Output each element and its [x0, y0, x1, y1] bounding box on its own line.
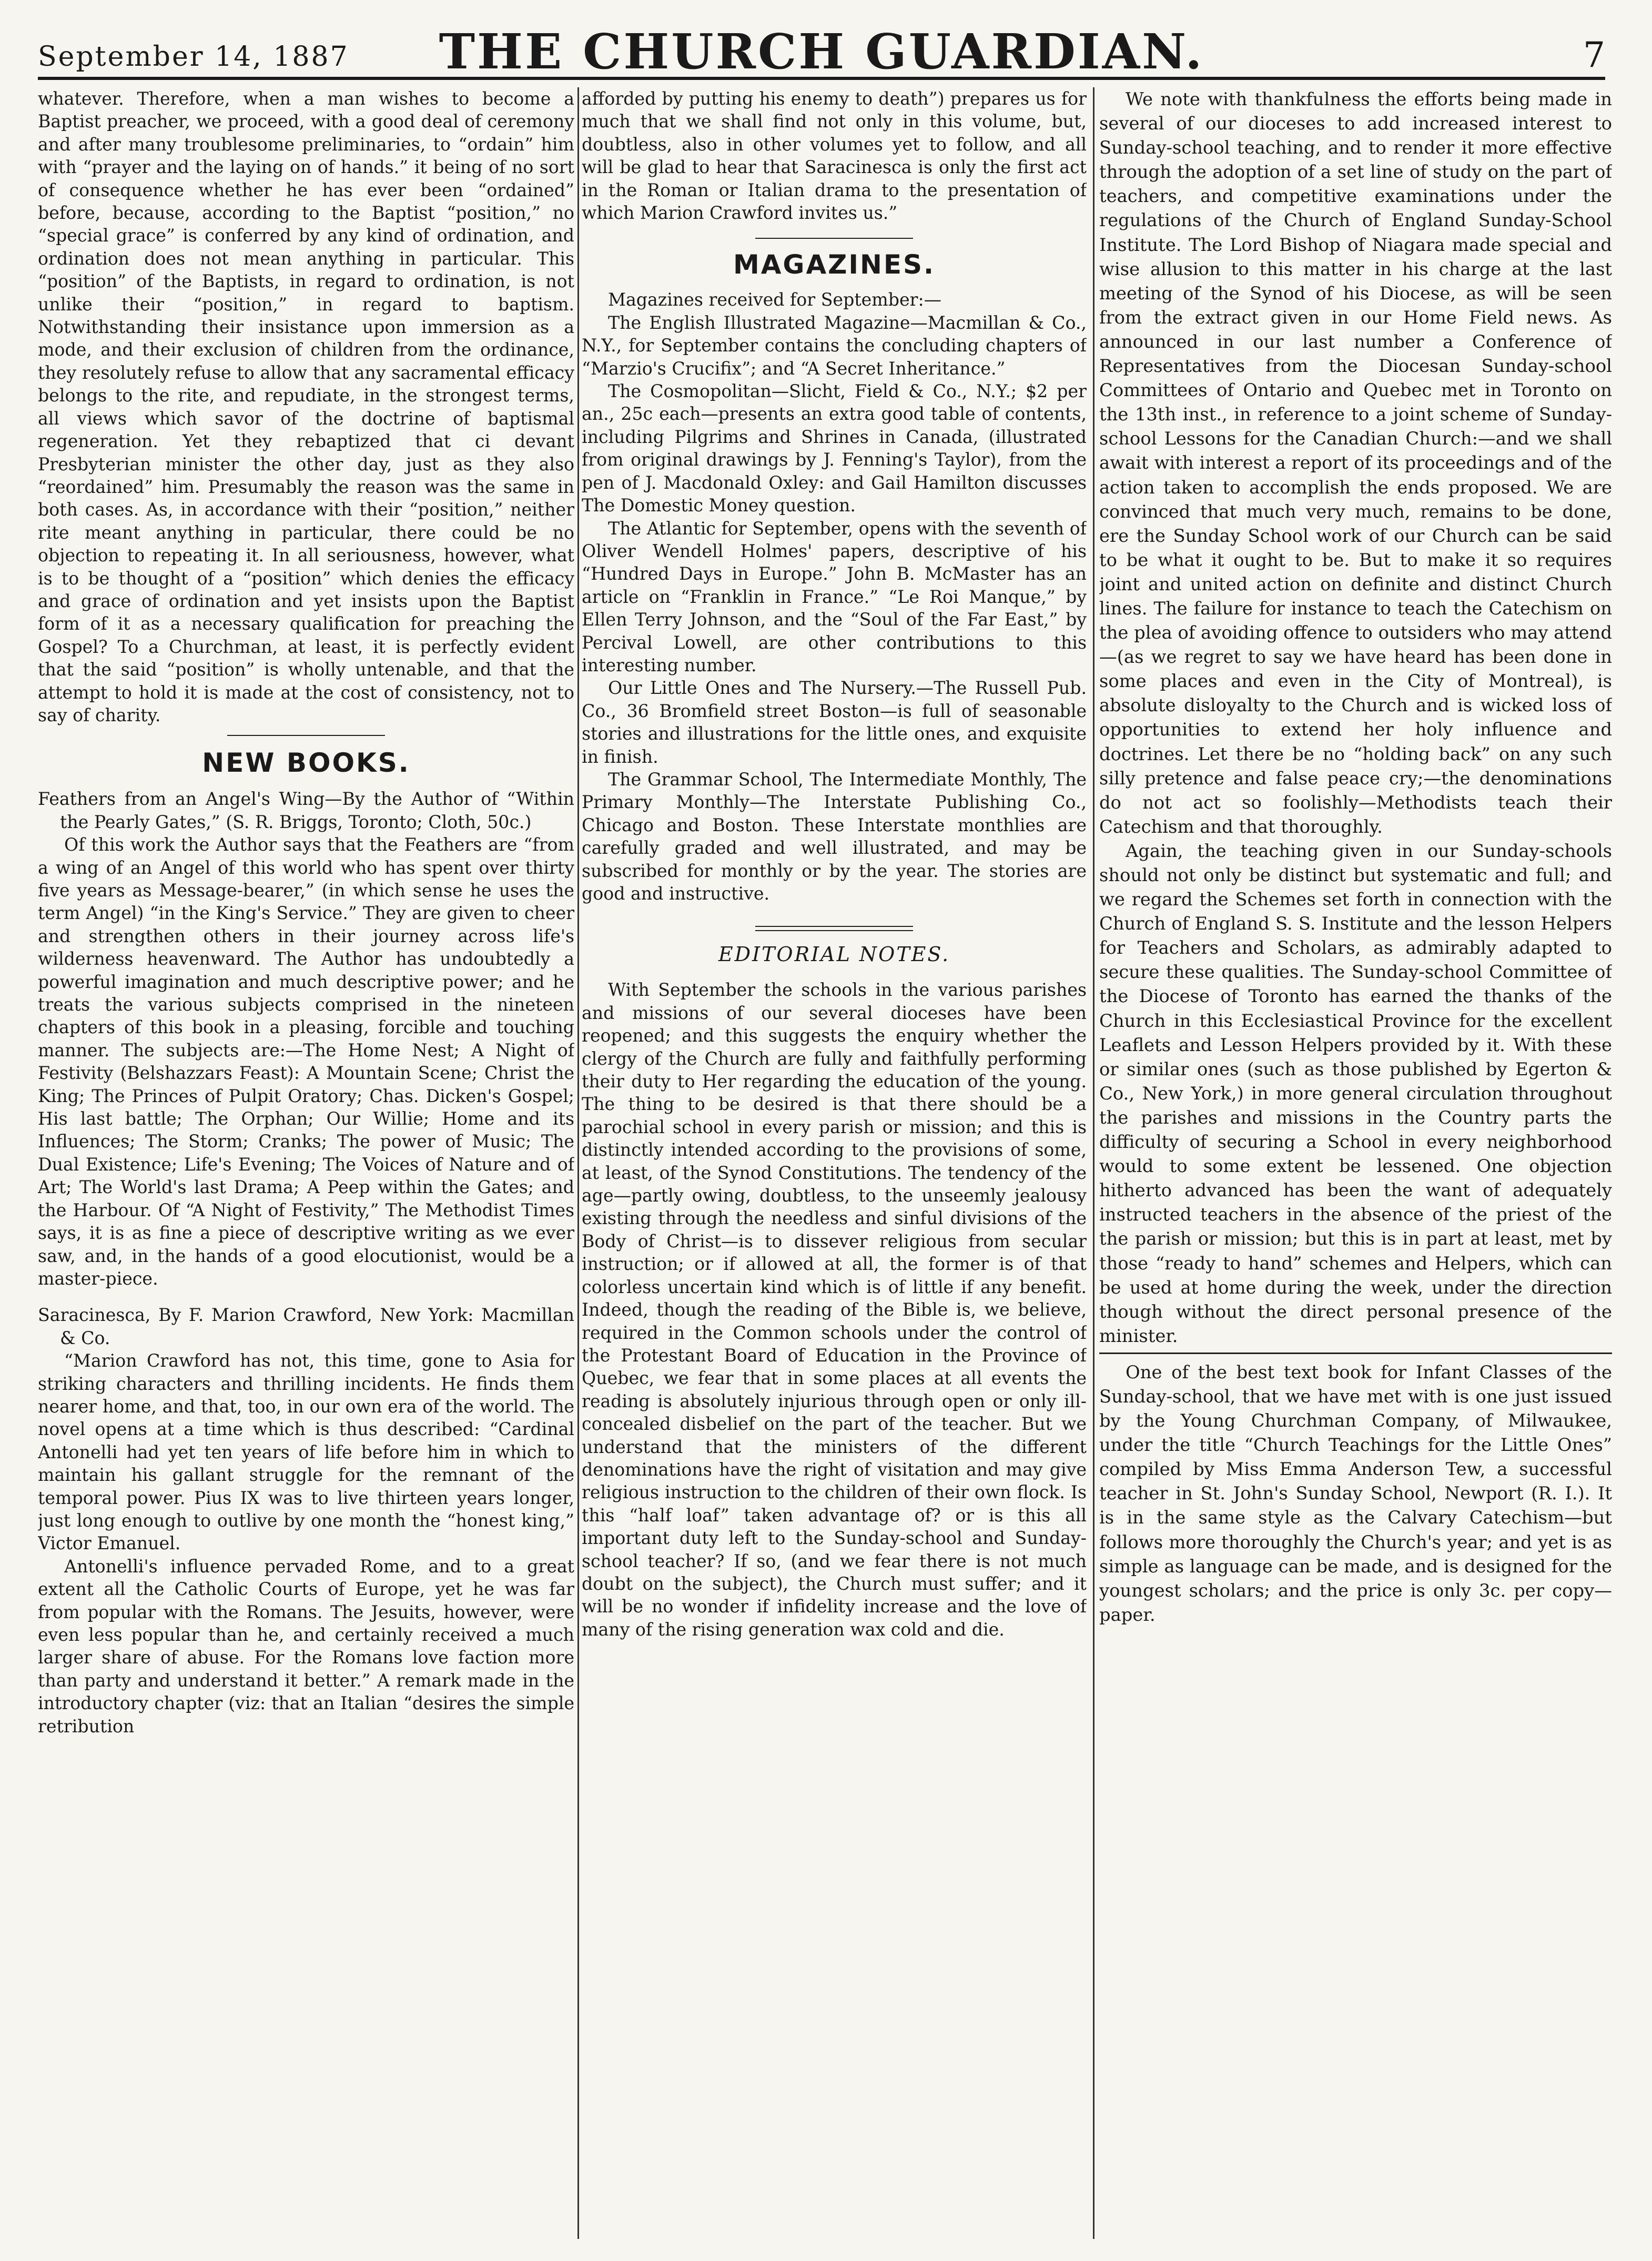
editorial-notes-heading: EDITORIAL NOTES.: [718, 943, 950, 966]
magazines-heading: MAGAZINES.: [733, 249, 936, 280]
book-entry-feathers-review: Of this work the Author says that the Feathers are “from a wing of an Angel of this world who has spent over thirty five years as Message-bearer,” (in which sense he uses the term Angel) “in the King's Service.” They are given to cheer and strengthen others in their journey across life's wilderness heavenward. The Author has undoubtedly a powerful imagination and much descriptive power; and he treats the various subjects comprised in the nineteen chapters of this book in a pleasing, forcible and touching manner. The subjects are:—The Home Nest; A Night of Festivity (Belshazzars Feast): A Mountain Scene; Christ the King; The Princes of Pulpit Oratory; Chas. Dicken's Gospel; His last battle; The Orphan; Our Willie; Home and its Influences; The Storm; Cranks; The power of Music; The Dual Existence; Life's Evening; The Voices of Nature and of Art; The World's last Drama; A Peep within the Gates; and the Harbour. Of “A Night of Festivity,” The Methodist Times says, it is as fine a piece of descriptive writing as we ever saw, and, in the hands of a good elocutionist, would be a master-piece.: [38, 834, 574, 1289]
new-books-heading: NEW BOOKS.: [202, 748, 410, 779]
newspaper-title: THE CHURCH GUARDIAN.: [439, 23, 1204, 80]
book-entry-saracinesca-review: “Marion Crawford has not, this time, gone to Asia for striking characters and thrilling incidents. He finds them nearer home, and that, too, in our own era of the world. The novel opens at a time which is thus described: “Cardinal Antonelli had yet ten years of life before him in which to maintain his gallant struggle for the remnant of the temporal power. Pius IX was to live thirteen years longer, just long enough to outlive by one month the “honest king,” Victor Emanuel.: [38, 1350, 574, 1554]
column-divider-1: [577, 87, 579, 2239]
section-divider: [1099, 1352, 1612, 1354]
column-2: [582, 87, 1087, 2239]
magazine-our-little-ones: Our Little Ones and The Nursery.—The Russell Pub. Co., 36 Bromfield street Boston—is full of seasonable stories and illustrations for the little ones, and exquisite in finish.: [582, 678, 1087, 767]
page-number: 7: [1583, 35, 1605, 75]
editorial-systematic-teaching: Again, the teaching given in our Sunday-schools should not only be distinct but systematic and full; and we regard the Schemes set forth in connection with the Church of England S. S. Institute and the lesson Helpers for Teachers and Scholars, as admirably adapted to secure these qualities. The Sunday-school Committee of the Diocese of Toronto has earned the thanks of the Church in this Ecclesiastical Province for the excellent Leaflets and Lesson Helpers provided by it. With these or similar ones (such as those published by Egerton & Co., New York,) in more general circulation throughout the parishes and missions in the Country parts the difficulty of securing a School in every neighborhood would to some extent be lessened. One objection hitherto advanced has been the want of adequately instructed teachers in the absence of the priest of the the parish or mission; but this is in part at least, met by those “ready to hand” schemes and Helpers, which can be used at home during the week, under the direction though without the direct personal presence of the minister.: [1099, 840, 1612, 1346]
magazines-intro: Magazines received for September:—: [608, 289, 941, 310]
book-entry-feathers-heading: Feathers from an Angel's Wing—By the Author of “Within the Pearly Gates,” (S. R. Briggs, Toronto; Cloth, 50c.): [38, 789, 574, 832]
issue-date: September 14, 1887: [38, 41, 349, 73]
book-entry-saracinesca-review-cont: Antonelli's influence pervaded Rome, and to a great extent all the Catholic Courts of Europe, yet he was far from popular with the Romans. The Jesuits, however, were even less popular than he, and certainly received a much larger share of abuse. For the Romans love faction more than party and understand it better.” A remark made in the introductory chapter (viz: that an Italian “desires the simple retribution: [38, 1556, 574, 1737]
section-divider: [227, 735, 385, 736]
book-entry-saracinesca-heading: Saracinesca, By F. Marion Crawford, New York: Macmillan & Co.: [38, 1305, 574, 1348]
masthead: [38, 14, 1605, 80]
column-divider-2: [1093, 87, 1094, 2239]
editorial-infant-classes-book: One of the best text book for Infant Classes of the Sunday-school, that we have met with is one just issued by the Young Churchman Company, of Milwaukee, under the title “Church Teachings for the Little Ones” compiled by Miss Emma Anderson Tew, a successful teacher in St. John's Sunday School, Newport (R. I.). It is in the same style as the Calvary Catechism—but follows more thoroughly the Church's year; and yet is as simple as language can be made, and is designed for the youngest scholars; and the price is only 3c. per copy—paper.: [1099, 1361, 1612, 1625]
editorial-parochial-schools: With September the schools in the various parishes and missions of our several dioceses have been reopened; and this suggests the enquiry whether the clergy of the Church are fully and faithfully performing their duty to Her regarding the education of the young. The thing to be desired is that there should be a parochial school in every parish or mission; and this is distinctly intended according to the provisions of some, at least, of the Synod Constitutions. The tendency of the age—partly owing, doubtless, to the unseemly jealousy existing through the needless and sinful divisions of the Body of Christ—is to dissever religious from secular instruction; or if allowed at all, the former is of that colorless uncertain kind which is of little if any benefit. Indeed, though the reading of the Bible is, we believe, required in the Common schools under the control of the Protestant Board of Education in the Province of Quebec, we fear that in some places at all events the reading is absolutely injurious through open or only ill-concealed disbelief on the part of the teacher. But we understand that the ministers of the different denominations have the right of visitation and may give religious instruction to the children of their own flock. Is this “half loaf” taken advantage of? or is this all important duty left to the Sunday-school and Sunday-school teacher? If so, (and we fear there is not much doubt on the subject), the Church must suffer; and it will be no wonder if infidelity increase and the love of many of the rising generation wax cold and die.: [582, 980, 1087, 1640]
magazine-atlantic: The Atlantic for September, opens with the seventh of Oliver Wendell Holmes' papers, descriptive of his “Hundred Days in Europe.” John B. McMaster has an article on “Franklin in France.” “Le Roi Manque,” by Ellen Terry Johnson, and the “Soul of the Far East,” by Percival Lowell, are other contributions to this interesting number.: [582, 518, 1087, 675]
section-divider: [755, 930, 913, 931]
section-divider: [755, 238, 913, 239]
section-divider: [755, 926, 913, 927]
magazine-cosmopolitan: The Cosmopolitan—Slicht, Field & Co., N.Y.; $2 per an., 25c each—presents an extra good table of contents, including Pilgrims and Shrines in Canada, (illustrated from original drawings by J. Fenning's Taylor), from the pen of J. Macdonald Oxley: and Gail Hamilton discusses The Domestic Money question.: [582, 381, 1087, 516]
magazine-english-illustrated: The English Illustrated Magazine—Macmillan & Co., N.Y., for September contains the concluding chapters of “Marzio's Crucifix”; and “A Secret Inheritance.”: [582, 312, 1087, 379]
baptist-article-ending: whatever. Therefore, when a man wishes to become a Baptist preacher, we proceed, with a good deal of ceremony and after many troublesome preliminaries, to “ordain” him with “prayer and the laying on of hands.” it being of no sort of consequence whether he has ever been “ordained” before, because, according to the Baptist “position,” no “special grace” is conferred by any kind of ordination, and ordination does not mean anything in particular. This “position” of the Baptists, in regard to ordination, is not unlike their “position,” in regard to baptism. Notwithstanding their insistance upon immersion as a mode, and their exclusion of children from the ordinance, they resolutely refuse to allow that any sacramental efficacy belongs to the rite, and repudiate, in the strongest terms, all views which savor of the doctrine of baptismal regeneration. Yet they rebaptized that ci devant Presbyterian minister the other day, just as they also “reordained” him. Presumably the reason was the same in both cases. As, in accordance with their “position,” neither rite meant anything in particular, there could be no objection to repeating it. In all seriousness, however, what is to be thought of a “position” which denies the efficacy and grace of ordination and yet insists upon the Baptist form of it as a necessary qualification for preaching the Gospel? To a Churchman, at least, it is perfectly evident that the said “position” is wholly untenable, and that the attempt to hold it is made at the cost of consistency, not to say of charity.: [38, 88, 574, 725]
magazine-interstate-monthlies: The Grammar School, The Intermediate Monthly, The Primary Monthly—The Interstate Publishing Co., Chicago and Boston. These Interstate monthlies are carefully graded and well illustrated, and may be subscribed for monthly or by the year. The stories are good and instructive.: [582, 769, 1087, 904]
column-1: [38, 87, 574, 2239]
editorial-sunday-school-efforts: We note with thankfulness the efforts being made in several of our dioceses to add increased interest to Sunday-school teaching, and to render it more effective through the adoption of a set line of study on the part of teachers, and competitive examinations under the regulations of the Church of England Sunday-School Institute. The Lord Bishop of Niagara made special and wise allusion to this matter in his charge at the last meeting of the Synod of his Diocese, as will be seen from the extract given in our Home Field news. As announced in our last number a Conference of Representatives from the Diocesan Sunday-school Committees of Ontario and Quebec met in Toronto on the 13th inst., in reference to a joint scheme of Sunday-school Lessons for the Canadian Church:—and we shall await with interest a report of its proceedings and of the action taken to accomplish the ends proposed. We are convinced that much very much, remains to be done, ere the Sunday School work of our Church can be said to be what it ought to be. But to make it so requires joint and united action on definite and distinct Church lines. The failure for instance to teach the Catechism on the plea of avoiding offence to outsiders who may attend—(as we regret to say we have heard has been done in some places and even in the City of Montreal), is absolute disloyalty to the Church and is wicked loss of opportunities to extend her holy influence and doctrines. Let there be no “holding back” on any such silly pretence and false peace cry;—the denominations do not act so foolishly—Methodists teach their Catechism and that thoroughly.: [1099, 89, 1612, 837]
saracinesca-review-conclusion: afforded by putting his enemy to death”) prepares us for much that we shall find not only in this volume, but, doubtless, also in other volumes yet to follow, and all will be glad to hear that Saracinesca is only the first act in the Roman or Italian drama to the presentation of which Marion Crawford invites us.”: [582, 88, 1087, 224]
column-3: [1099, 87, 1612, 2239]
